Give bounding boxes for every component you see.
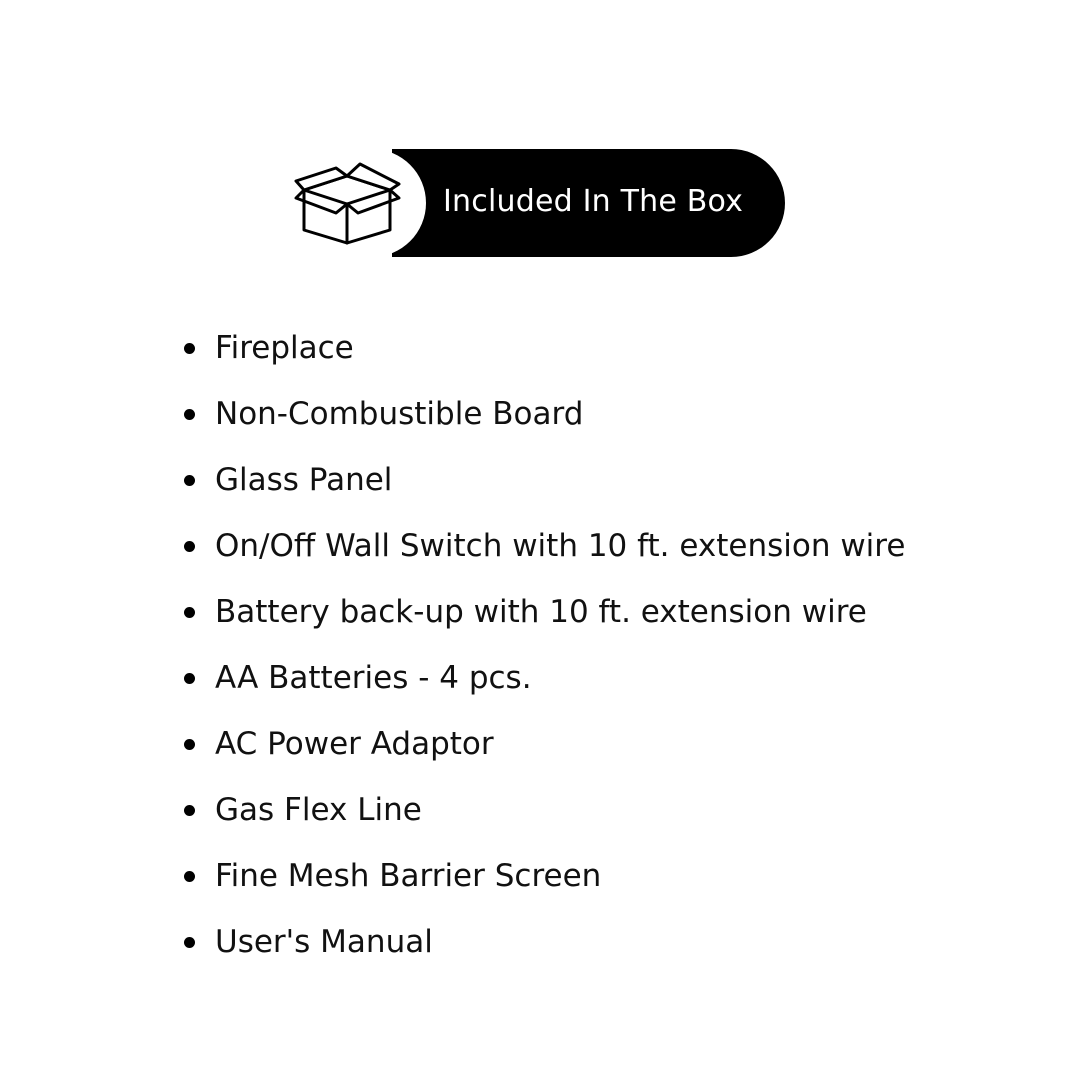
bullet-icon — [184, 673, 195, 684]
list-item-label: User's Manual — [215, 924, 433, 960]
bullet-icon — [184, 343, 195, 354]
list-item-label: Non-Combustible Board — [215, 396, 584, 432]
list-item-label: Gas Flex Line — [215, 792, 422, 828]
box-icon — [293, 160, 403, 246]
bullet-icon — [184, 871, 195, 882]
list-item-label: On/Off Wall Switch with 10 ft. extension wire — [215, 528, 906, 564]
list-item — [180, 909, 905, 975]
bullet-icon — [184, 541, 195, 552]
list-item — [180, 843, 905, 909]
list-item-label: AA Batteries - 4 pcs. — [215, 660, 532, 696]
bullet-icon — [184, 805, 195, 816]
list-item — [180, 711, 905, 777]
list-item — [180, 447, 905, 513]
bullet-icon — [184, 475, 195, 486]
bullet-icon — [184, 937, 195, 948]
bullet-icon — [184, 409, 195, 420]
bullet-icon — [184, 607, 195, 618]
list-item — [180, 381, 905, 447]
list-item — [180, 777, 905, 843]
included-items-list — [180, 315, 905, 975]
list-item — [180, 315, 905, 381]
header-title: Included In The Box — [443, 184, 744, 219]
list-item-label: Fireplace — [215, 330, 354, 366]
list-item — [180, 513, 905, 579]
list-item-label: Battery back-up with 10 ft. extension wire — [215, 594, 867, 630]
list-item-label: AC Power Adaptor — [215, 726, 494, 762]
list-item-label: Fine Mesh Barrier Screen — [215, 858, 602, 894]
list-item — [180, 645, 905, 711]
list-item-label: Glass Panel — [215, 462, 393, 498]
list-item — [180, 579, 905, 645]
bullet-icon — [184, 739, 195, 750]
